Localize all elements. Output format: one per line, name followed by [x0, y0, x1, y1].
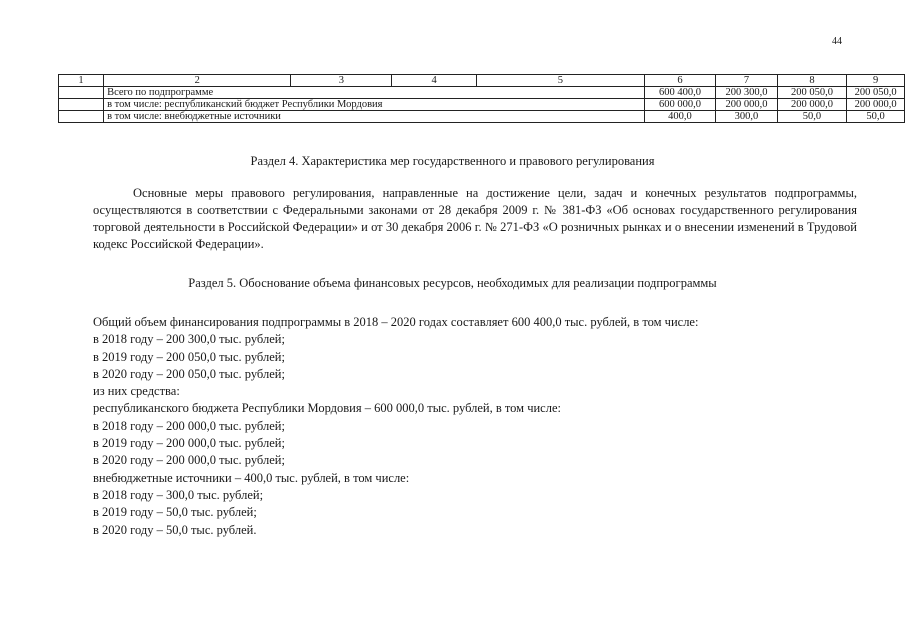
table-header-cell: 6 — [644, 75, 715, 87]
value-cell: 600 400,0 — [644, 87, 715, 99]
value-cell: 200 000,0 — [777, 99, 846, 111]
table-header-cell: 2 — [104, 75, 291, 87]
financing-line: из них средства: — [93, 384, 180, 399]
table-header-row — [59, 75, 905, 87]
financing-line: в 2019 году – 200 000,0 тыс. рублей; — [93, 436, 285, 451]
financing-line: в 2019 году – 200 050,0 тыс. рублей; — [93, 349, 285, 364]
financing-line: республиканского бюджета Республики Мордовия – 600 000,0 тыс. рублей, в том числе: — [93, 401, 561, 416]
row-label: в том числе: республиканский бюджет Республики Мордовия — [104, 99, 645, 111]
table-header-cell: 4 — [392, 75, 477, 87]
table-row — [59, 99, 905, 111]
table-header-cell: 8 — [777, 75, 846, 87]
table-cell-empty — [59, 99, 104, 111]
value-cell: 200 000,0 — [847, 99, 905, 111]
financing-line: в 2019 году – 50,0 тыс. рублей; — [93, 505, 257, 520]
value-cell: 200 000,0 — [716, 99, 778, 111]
value-cell: 200 050,0 — [847, 87, 905, 99]
table-cell-empty — [59, 111, 104, 123]
table-header-cell: 7 — [716, 75, 778, 87]
financing-line: в 2020 году – 200 050,0 тыс. рублей; — [93, 366, 285, 381]
value-cell: 400,0 — [644, 111, 715, 123]
financing-line: в 2018 году – 300,0 тыс. рублей; — [93, 487, 264, 502]
value-cell: 200 050,0 — [777, 87, 846, 99]
table-header-cell: 5 — [477, 75, 645, 87]
page-number: 44 — [832, 36, 842, 47]
financing-line: Общий объем финансирования подпрограммы в 2018 – 2020 годах составляет 600 400,0 тыс. рублей, в том числе: — [93, 315, 699, 329]
value-cell: 300,0 — [716, 111, 778, 123]
financing-table — [58, 74, 905, 123]
section-5-heading: Раздел 5. Обоснование объема финансовых ресурсов, необходимых для реализации подпрограммы — [188, 276, 717, 290]
section-5-body — [93, 314, 698, 539]
financing-line: в 2020 году – 50,0 тыс. рублей. — [93, 522, 257, 537]
section-4-heading: Раздел 4. Характеристика мер государственного и правового регулирования — [250, 154, 655, 168]
row-label: Всего по подпрограмме — [104, 87, 645, 99]
section-4-paragraph-text: Основные меры правового регулирования, направленные на достижение цели, задач и конечных результатов подпрограммы, осуществляются в соответствии с Федеральными законами от 28 декабря 2009 г. № 381-ФЗ «Об основах государственного регулирования торговой деятельности в Российской Федерации» и от 30 декабря 2006 г. № 271-ФЗ «О розничных рынках и о внесении изменений в Трудовой кодекс Российской Федерации». — [93, 186, 857, 251]
value-cell: 50,0 — [777, 111, 846, 123]
table-row — [59, 87, 905, 99]
table-cell-empty — [59, 87, 104, 99]
value-cell: 200 300,0 — [716, 87, 778, 99]
table-header-cell: 9 — [847, 75, 905, 87]
financing-line: в 2020 году – 200 000,0 тыс. рублей; — [93, 453, 285, 468]
financing-line: в 2018 году – 200 000,0 тыс. рублей; — [93, 418, 285, 433]
financing-line: в 2018 году – 200 300,0 тыс. рублей; — [93, 332, 285, 347]
value-cell: 50,0 — [847, 111, 905, 123]
financing-line: внебюджетные источники – 400,0 тыс. рублей, в том числе: — [93, 470, 410, 485]
section-4-paragraph — [93, 185, 857, 253]
table-row — [59, 111, 905, 123]
row-label: в том числе: внебюджетные источники — [104, 111, 645, 123]
table-header-cell: 1 — [59, 75, 104, 87]
value-cell: 600 000,0 — [644, 99, 715, 111]
table-header-cell: 3 — [291, 75, 392, 87]
